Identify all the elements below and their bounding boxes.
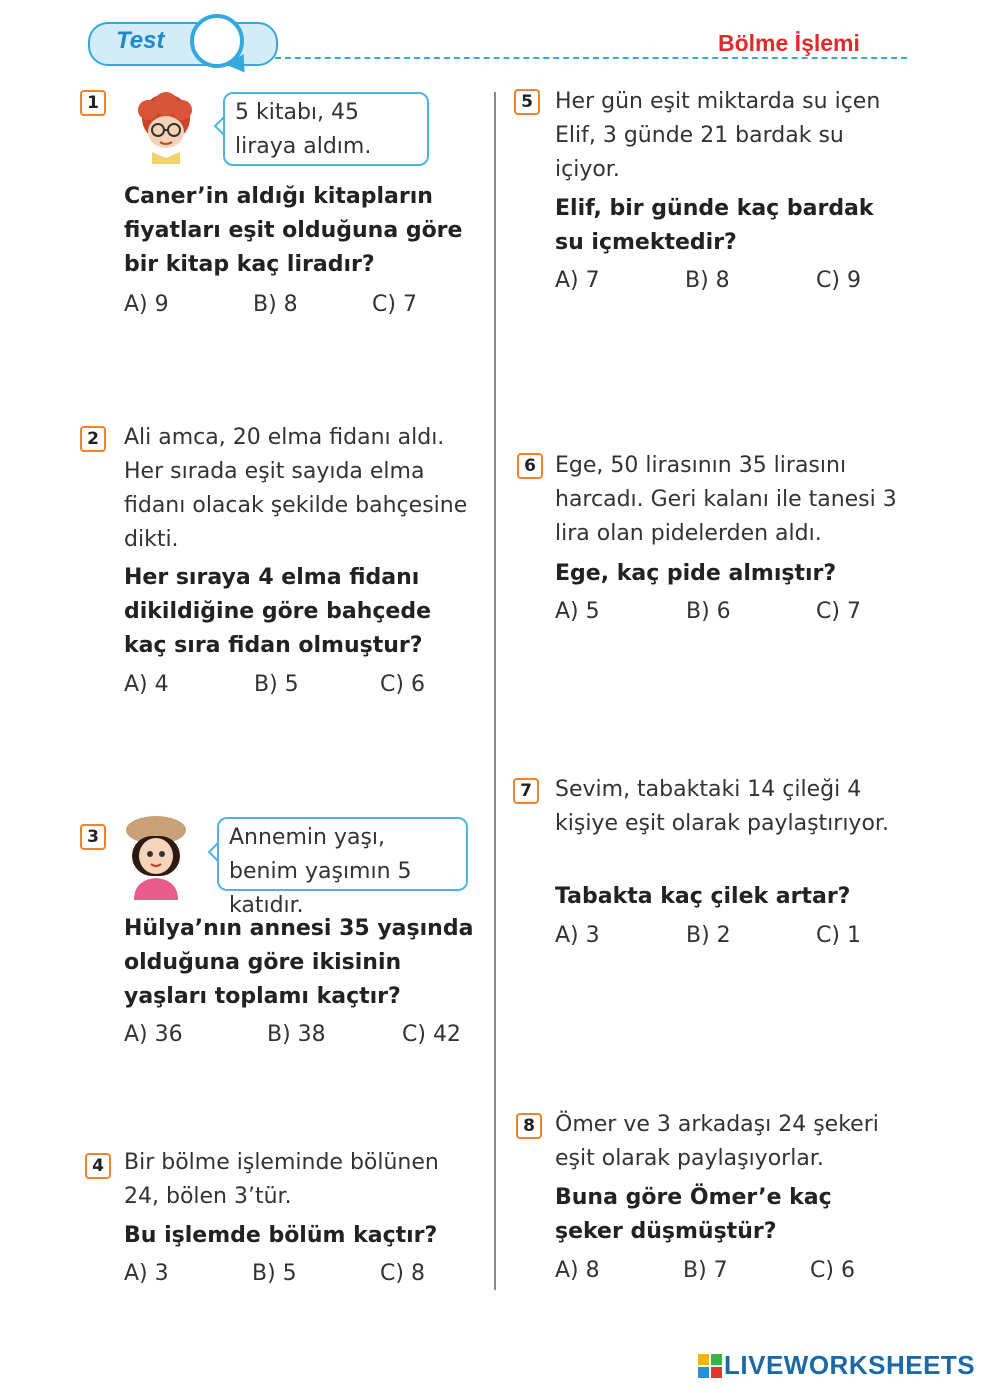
question-prompt: Hülya’nın annesi 35 yaşında olduğuna göre ikisinin yaşları toplamı kaçtır?: [124, 916, 474, 1009]
option-c[interactable]: C) 1: [816, 923, 861, 948]
option-c[interactable]: C) 9: [816, 268, 861, 293]
question-number-6: 6: [517, 453, 543, 479]
option-a[interactable]: A) 36: [124, 1022, 183, 1047]
option-a[interactable]: A) 8: [555, 1258, 600, 1283]
option-b[interactable]: B) 6: [686, 599, 731, 624]
question-number-3: 3: [80, 824, 106, 850]
boy-character-icon: [130, 92, 206, 164]
option-a[interactable]: A) 3: [555, 923, 600, 948]
question-prompt: Elif, bir günde kaç bardak su içmektedir?: [555, 196, 874, 255]
question-number-1: 1: [80, 90, 106, 116]
option-b[interactable]: B) 7: [683, 1258, 728, 1283]
question-number-8: 8: [516, 1113, 542, 1139]
speech-bubble: 5 kitabı, 45 liraya aldım.: [223, 92, 429, 166]
question-prompt: Tabakta kaç çilek artar?: [555, 884, 851, 909]
option-c[interactable]: C) 7: [816, 599, 861, 624]
option-b[interactable]: B) 38: [267, 1022, 326, 1047]
liveworksheets-logo: LIVEWORKSHEETS: [724, 1350, 976, 1380]
option-b[interactable]: B) 8: [253, 292, 298, 317]
option-c[interactable]: C) 42: [402, 1022, 461, 1047]
question-text: Bir bölme işleminde bölünen 24, bölen 3’tür.: [124, 1150, 439, 1209]
option-c[interactable]: C) 7: [372, 292, 417, 317]
girl-character-icon: [120, 814, 192, 900]
question-number-7: 7: [513, 778, 539, 804]
question-prompt: Caner’in aldığı kitapların fiyatları eşit olduğuna göre bir kitap kaç liradır?: [124, 184, 463, 277]
option-c[interactable]: C) 8: [380, 1261, 425, 1286]
page-title: Bölme İşlemi: [718, 30, 860, 56]
option-c[interactable]: C) 6: [380, 672, 425, 697]
option-a[interactable]: A) 7: [555, 268, 600, 293]
question-text: Sevim, tabaktaki 14 çileği 4 kişiye eşit olarak paylaştırıyor.: [555, 777, 889, 836]
header-dotted-line: [275, 57, 907, 59]
question-text: Her gün eşit miktarda su içen Elif, 3 günde 21 bardak su içiyor.: [555, 89, 881, 182]
column-divider: [494, 92, 496, 1290]
question-prompt: Her sıraya 4 elma fidanı dikildiğine göre bahçede kaç sıra fidan olmuştur?: [124, 565, 432, 658]
question-number-2: 2: [80, 426, 106, 452]
option-a[interactable]: A) 4: [124, 672, 169, 697]
question-prompt: Bu işlemde bölüm kaçtır?: [124, 1223, 438, 1248]
option-a[interactable]: A) 9: [124, 292, 169, 317]
option-b[interactable]: B) 2: [686, 923, 731, 948]
option-a[interactable]: A) 5: [555, 599, 600, 624]
question-number-4: 4: [85, 1153, 111, 1179]
speech-bubble: Annemin yaşı, benim yaşımın 5 katıdır.: [217, 817, 468, 891]
question-text: Ege, 50 lirasının 35 lirasını harcadı. Geri kalanı ile tanesi 3 lira olan pidelerden aldı.: [555, 453, 897, 546]
question-text: Ali amca, 20 elma fidanı aldı. Her sırada eşit sayıda elma fidanı olacak şekilde bahçesine dikti.: [124, 425, 468, 552]
option-b[interactable]: B) 5: [254, 672, 299, 697]
option-c[interactable]: C) 6: [810, 1258, 855, 1283]
question-number-5: 5: [514, 89, 540, 115]
liveworksheets-logo-icon: [698, 1354, 722, 1378]
question-prompt: Buna göre Ömer’e kaç şeker düşmüştür?: [555, 1185, 832, 1244]
option-b[interactable]: B) 8: [685, 268, 730, 293]
question-text: Ömer ve 3 arkadaşı 24 şekeri eşit olarak paylaşıyorlar.: [555, 1112, 879, 1171]
test-label: Test: [116, 27, 165, 54]
option-b[interactable]: B) 5: [252, 1261, 297, 1286]
option-a[interactable]: A) 3: [124, 1261, 169, 1286]
question-prompt: Ege, kaç pide almıştır?: [555, 561, 837, 586]
